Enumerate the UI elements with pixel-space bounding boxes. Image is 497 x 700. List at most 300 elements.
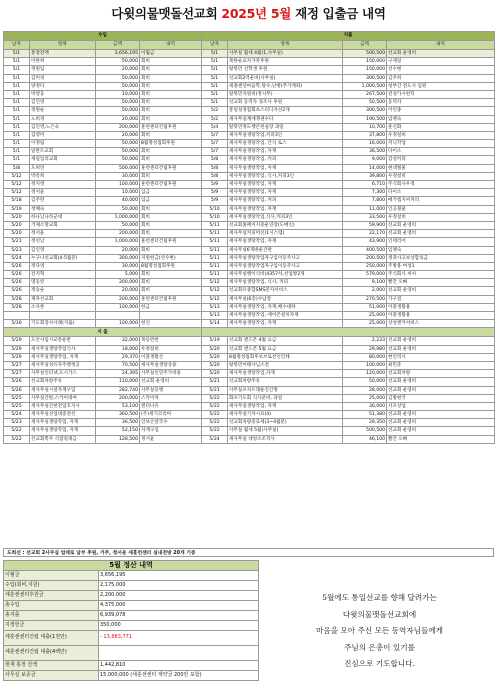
cell-n2: 이린종: [387, 107, 495, 115]
cell-a: 3,656,195: [96, 50, 140, 58]
table-row: [4, 181, 495, 189]
cell-d2: 5/1: [202, 82, 228, 90]
cell-n2: 저닉작업: [387, 140, 495, 148]
cell-i: 이정림: [30, 140, 96, 148]
cell-d: 5/12: [4, 172, 30, 180]
cell-i2: 세사무실생탕작업, 자재: [228, 238, 343, 246]
cell-n2: 빨간 오빠: [387, 435, 495, 443]
cell-i: 사무실인터넷,도시가스: [30, 370, 96, 378]
cell-n2: 상성센카서비스: [387, 320, 495, 328]
cell-d: 5/20: [4, 230, 30, 238]
table-row: [4, 140, 495, 148]
cell-d: 5/1: [4, 148, 30, 156]
cell-n: 회비: [140, 287, 202, 295]
cell-d2: 5/11: [202, 221, 228, 229]
cell-i: 세사무실생탕작업, 자재: [30, 427, 96, 435]
cell-n2: 김주희: [387, 74, 495, 82]
settlement-label: 수입(회비,지원): [4, 581, 99, 591]
cell-n: 회비: [140, 205, 202, 213]
cell-i: 정다영: [30, 262, 96, 270]
cell-n: 회비: [140, 107, 202, 115]
cell-n: 훈련센터건립후원: [140, 295, 202, 303]
cell-a: 100,000: [96, 303, 140, 311]
cell-i: 세사무실간판전업호지사: [30, 402, 96, 410]
cell-d2: 5/8: [202, 156, 228, 164]
sub-spacer: [202, 328, 495, 337]
cell-n: 헌신: [140, 320, 202, 328]
table-row: [4, 66, 495, 74]
cell-a2: 11,000: [343, 205, 387, 213]
col-item: 항목: [30, 41, 96, 50]
cell-i2: 세사무실생탕작업,식사,커피3인: [228, 213, 343, 221]
cell-d2: 5/12: [202, 295, 228, 303]
cell-d2: 5/12: [202, 279, 228, 287]
cell-n: 회비: [140, 99, 202, 107]
table-row: [4, 419, 495, 427]
cell-i: 양정다: [30, 82, 96, 90]
cell-a: 50,000: [96, 205, 140, 213]
cell-i2: 세사무실생탕작업, 간식 토스: [228, 140, 343, 148]
cell-i: 기도회장사사례(지출): [30, 320, 96, 328]
cell-d2: 5/1: [202, 50, 228, 58]
cell-i: 세사무실시설자재구입: [30, 386, 96, 394]
cell-i2: 세사무실생탕작업, 자재: [228, 148, 343, 156]
settlement-row: [4, 661, 259, 671]
cell-i: 전지혁: [30, 271, 96, 279]
cell-d: 5/26: [4, 287, 30, 295]
cell-i: 정서윤: [30, 230, 96, 238]
title-prefix: 다윗의물맷돌선교회: [111, 6, 218, 21]
cell-n: 회비: [140, 271, 202, 279]
col-amount: 금액: [96, 41, 140, 50]
cell-n: 회비: [140, 172, 202, 180]
cell-d2: 5/7: [202, 148, 228, 156]
settlement-label: 세훈센센터건립 대출(1천만): [4, 631, 99, 646]
cell-i2: 세사무실생탕작업, 자재: [228, 205, 343, 213]
cell-n: 회비: [140, 279, 202, 287]
message-line: 주님의 은총이 있기를: [344, 642, 415, 652]
cell-a2: 579,000: [343, 271, 387, 279]
cell-a: 40,000: [96, 197, 140, 205]
cell-i2: 세사무실행이식비(4357차,선업방2개: [228, 271, 343, 279]
col-date: 날자: [4, 41, 30, 50]
cell-n2: 최민준: [387, 361, 495, 369]
cell-a: 32,000: [96, 337, 140, 345]
cell-i2: 선교회홈페이지중운연장(도메인): [228, 221, 343, 229]
cell-i2: 세사무실생탕작업, 자재: [228, 181, 343, 189]
cell-a: 50,000: [96, 74, 140, 82]
cell-d2: 5/4: [202, 123, 228, 131]
cell-n: 입금: [140, 189, 202, 197]
cell-i2: 세사무실생탕작업자구입이동주사고: [228, 262, 343, 270]
cell-a2: 16,000: [343, 140, 387, 148]
cell-a2: 300,500: [343, 107, 387, 115]
cell-a: 10,000: [96, 90, 140, 98]
cell-d2: 5/21: [202, 378, 228, 386]
cell-a2: 51,380: [343, 411, 387, 419]
cell-n2: 청부간 전도사 입원: [387, 82, 495, 90]
cell-a2: 250,000: [343, 262, 387, 270]
cell-i: 통장잔액: [30, 50, 96, 58]
cell-a: 70,500: [96, 361, 140, 369]
cell-i: 세일업리교회: [30, 156, 96, 164]
cell-n: (주)세기코리아: [140, 411, 202, 419]
cell-d2: 5/20: [202, 345, 228, 353]
cell-d: 5/1: [4, 74, 30, 82]
table-row: [4, 370, 495, 378]
cell-d2: 5/11: [202, 262, 228, 270]
cell-i2: 선교회 앤드폰 4월 요금: [228, 337, 343, 345]
cell-n2: 정축사고보상합의금: [387, 254, 495, 262]
cell-i2: 선교회2억운비(사무실): [228, 74, 343, 82]
cell-n: 우정설비: [140, 345, 202, 353]
cell-d2: 5/14: [202, 320, 228, 328]
table-row: [4, 279, 495, 287]
table-row: [4, 205, 495, 213]
cell-d2: 5/7: [202, 131, 228, 139]
table-row: [4, 221, 495, 229]
table-row: [4, 50, 495, 58]
cell-a2: 6,710: [343, 181, 387, 189]
cell-a: 50,000: [96, 140, 140, 148]
cell-i2: 세사무실생탕작업, 식사,커피3인: [228, 172, 343, 180]
cell-a2: 500,500: [343, 427, 387, 435]
cell-a2: 2,233: [343, 337, 387, 345]
cell-n2: 동역자: [387, 99, 495, 107]
cell-a2: 100,000: [343, 361, 387, 369]
table-row: [4, 427, 495, 435]
cell-a2: 46,100: [343, 435, 387, 443]
table-row: [4, 99, 495, 107]
cell-a2: 14,000: [343, 164, 387, 172]
message-line: 5월에도 통일선교를 향해 달려가는: [322, 593, 437, 602]
cell-d: 5/24: [4, 411, 30, 419]
cell-n: 훈련센터건립후원: [140, 238, 202, 246]
cell-d: 5/24: [4, 254, 30, 262]
cell-i2: 탈북민 신학생 후원: [228, 66, 343, 74]
cell-n2: 전성가시헌티: [387, 90, 495, 98]
cell-i: 김영미: [30, 131, 96, 139]
cell-i2: 세사무실계에쟁권수다: [228, 115, 343, 123]
cell-i2: 선교회차량중료세(3~4월분): [228, 419, 343, 427]
col-amount: 금액: [343, 41, 387, 50]
cell-a2: 120,000: [343, 370, 387, 378]
settlement-label: 이월금: [4, 571, 99, 581]
cell-d2: 5/10: [202, 205, 228, 213]
cell-d2: 5/22: [202, 419, 228, 427]
cell-i2: 세사무실생탕작업자구입이동주사고: [228, 254, 343, 262]
cell-i2: 세사무실생탕작업, 커피: [228, 156, 343, 164]
income-header: 수입: [4, 32, 202, 41]
cell-d: 5/18: [4, 197, 30, 205]
table-row: [4, 320, 495, 328]
table-row: [4, 361, 495, 369]
cell-d2: 5/24: [202, 435, 228, 443]
settlement-label: 세훈센센터후원금: [4, 591, 99, 601]
cell-n2: 주식회사우정: [387, 181, 495, 189]
settlement-row: [4, 621, 259, 631]
settlement-value: 3,656,195: [99, 571, 259, 581]
cell-n: 회비: [140, 156, 202, 164]
col-item: 항목: [228, 41, 343, 50]
cell-d: 5/1: [4, 107, 30, 115]
cell-d: 5/28: [4, 303, 30, 311]
settlement-row: [4, 646, 259, 661]
table-row: [4, 295, 495, 303]
table-row: [4, 287, 495, 295]
cell-d: 5/1: [4, 66, 30, 74]
cell-d2: 5/13: [202, 312, 228, 320]
cell-d2: 5/19: [202, 337, 228, 345]
cell-n: 정서윤: [140, 435, 202, 443]
cell-d: 5/1: [4, 50, 30, 58]
cell-n2: 주방용 여성1: [387, 262, 495, 270]
cell-i: 김인영,노은숙: [30, 123, 96, 131]
cell-a: 53,100: [96, 402, 140, 410]
cell-n: 회비: [140, 74, 202, 82]
cell-a2: 22,170: [343, 230, 387, 238]
cell-a: 20,000: [96, 287, 140, 295]
settlement-row: [4, 601, 259, 611]
cell-n: 세사무실생탕상용: [140, 361, 202, 369]
cell-a: 50,000: [96, 82, 140, 90]
cell-d2: 5/12: [202, 287, 228, 295]
cell-d2: 5/7: [202, 140, 228, 148]
cell-d2: 5/1: [202, 58, 228, 66]
cell-n2: 메가엠지씨커피: [387, 197, 495, 205]
cell-i2: 세사무실 대청소조직사: [228, 435, 343, 443]
cell-i: 세사무실생탕작업, 자재: [30, 353, 96, 361]
cell-a: 1,000,000: [96, 213, 140, 221]
cell-i: 노희경: [30, 115, 96, 123]
cell-d2: 5/13: [202, 303, 228, 311]
cell-d: [4, 312, 30, 320]
cell-a2: 150,000: [343, 66, 387, 74]
cell-i2: 세사무실기자시료(4): [228, 411, 343, 419]
cell-n: 훈련센터건립후원: [140, 181, 202, 189]
cell-i: 세사무실생탕작업식사: [30, 345, 96, 353]
cell-a: 10,000: [96, 189, 140, 197]
cell-n: 인보손알국수: [140, 419, 202, 427]
cell-d2: 5/2: [202, 115, 228, 123]
cell-a: 300,000: [96, 254, 140, 262]
cell-d: 5/1: [4, 58, 30, 66]
cell-a: 50,000: [96, 148, 140, 156]
table-row: [4, 213, 495, 221]
cell-d: 5/27: [4, 361, 30, 369]
cell-a: 200,000: [96, 295, 140, 303]
cell-a: 20,000: [96, 115, 140, 123]
cell-n2: 선교회 운영비: [387, 221, 495, 229]
cell-a: 20,000: [96, 246, 140, 254]
cell-a: 100,000: [96, 320, 140, 328]
cell-i2: 세사무실커피머신(1시스템): [228, 230, 343, 238]
cell-a: 50,000: [96, 58, 140, 66]
table-row: [4, 197, 495, 205]
note-line: 도희선 : 선교회 2사무실 업데로 납부 후원, 거주, 청서운 세훈런센터 실내전방 20개 기증: [3, 548, 494, 557]
cell-i2: 선교회 앤드폰 5월 요금: [228, 345, 343, 353]
cell-d: 5/20: [4, 221, 30, 229]
cell-a2: 2,000: [343, 287, 387, 295]
cell-d2: 5/22: [202, 427, 228, 435]
cell-i: 박옥희: [30, 172, 96, 180]
cell-a: 500,000: [96, 164, 140, 172]
col-detail: 내역: [387, 41, 495, 50]
ledger-body-2: [4, 337, 495, 443]
cell-i2: 통일성경집회초스터디자선2개: [228, 107, 343, 115]
cell-i: 제파선교회: [30, 295, 96, 303]
cell-d: 5/12: [4, 181, 30, 189]
cell-n2: 이플생활용: [387, 303, 495, 311]
cell-d: 5/26: [4, 271, 30, 279]
settlement-table: [3, 560, 259, 681]
cell-i: 정서윤: [30, 189, 96, 197]
cell-a: 36,500: [96, 419, 140, 427]
cell-d2: 5/11: [202, 238, 228, 246]
settlement-value: 6,939,078: [99, 611, 259, 621]
cell-n2: 인테리어: [387, 238, 495, 246]
cell-a2: 51,000: [343, 303, 387, 311]
table-row: [4, 386, 495, 394]
cell-a2: 39,800: [343, 172, 387, 180]
cell-d: 5/1: [4, 99, 30, 107]
cell-a: 30,000: [96, 172, 140, 180]
cell-d2: 5/2: [202, 107, 228, 115]
cell-n2: 현인역사: [387, 353, 495, 361]
cell-i: 세사무실선업대중전선: [30, 411, 96, 419]
cell-i2: 세사무실생탕작업, 에어콘설치자재: [228, 312, 343, 320]
table-row: [4, 312, 495, 320]
cell-i2: 탈북민이태사님소전: [228, 361, 343, 369]
cell-i2: 세사무실생탕작업, 커피: [228, 197, 343, 205]
cell-a2: 9,000: [343, 156, 387, 164]
cell-i: 세사무실생탕작업, 자재: [30, 419, 96, 427]
report-title: [0, 0, 497, 28]
cell-n2: 선교회 운영비: [387, 427, 495, 435]
cell-d2: 5/1: [202, 74, 228, 82]
expense-header: 지출: [202, 32, 495, 41]
cell-n: 자재구입: [140, 427, 202, 435]
cell-n2: 서포상업: [387, 402, 495, 410]
cell-n2: 주식회사 씨씨: [387, 271, 495, 279]
table-row: [4, 254, 495, 262]
cell-i2: 세사무실생탕작업, 식사, 커피: [228, 279, 343, 287]
cell-d2: 5/11: [202, 254, 228, 262]
cell-i: 박영웅: [30, 90, 96, 98]
table-row: [4, 394, 495, 402]
settlement-value: - 13,883,771: [99, 631, 259, 646]
cell-d2: 5/1: [202, 90, 228, 98]
cell-i2: 세사무실생탕작업, 자재: [228, 402, 343, 410]
cell-i2: 8월명성집회후보브로전인인쇄: [228, 353, 343, 361]
cell-i2: 세사무실생탕작업, 자재,배수대하: [228, 303, 343, 311]
settlement-value: 2,175,000: [99, 581, 259, 591]
cell-i2: 탈북민정도행콘헌실장 과일: [228, 123, 343, 131]
cell-i: 정승순: [30, 287, 96, 295]
cell-n: 선교회 운영비: [140, 378, 202, 386]
cell-n: 회비: [140, 58, 202, 66]
settlement-value: 1,442,810: [99, 661, 259, 671]
table-row: [4, 345, 495, 353]
cell-d: 5/1: [4, 131, 30, 139]
cell-n2: 선교회 운영비: [387, 287, 495, 295]
cell-a: 52,150: [96, 427, 140, 435]
cell-i2: 사무실 월세 5월(사무실): [228, 427, 343, 435]
cell-n2: 선교회차량: [387, 370, 495, 378]
cell-d2: 5/9: [202, 197, 228, 205]
cell-n2: 다이소: [387, 189, 495, 197]
cell-d2: 5/11: [202, 271, 228, 279]
cell-i: 정선남: [30, 238, 96, 246]
cell-n2: 구제일: [387, 58, 495, 66]
cell-d: 5/1: [4, 82, 30, 90]
settlement-label: 총수입: [4, 601, 99, 611]
title-highlight: 2025년 5월: [221, 6, 292, 21]
table-row: [4, 402, 495, 410]
cell-a: 1,000,000: [96, 238, 140, 246]
cell-a2: 150,000: [343, 58, 387, 66]
cell-a2: 500,500: [343, 50, 387, 58]
cell-d2: 5/21: [202, 386, 228, 394]
cell-d2: 5/1: [202, 66, 228, 74]
cell-n: 훈련센터건립후원: [140, 164, 202, 172]
cell-n: 한금: [140, 303, 202, 311]
table-row: [4, 337, 495, 345]
cell-n2: 선수변: [387, 66, 495, 74]
cell-d: 5/1: [4, 123, 30, 131]
settlement-value: 2,200,000: [99, 591, 259, 601]
cell-a2: 270,500: [343, 295, 387, 303]
cell-i2: 화포기도회 식사준비, 과일: [228, 394, 343, 402]
sub-expense-header: 지 출: [4, 328, 202, 337]
cell-d: 5/25: [4, 402, 30, 410]
cell-i: 이한희: [30, 58, 96, 66]
cell-d: 5/29: [4, 345, 30, 353]
cell-a2: 37,800: [343, 131, 387, 139]
cell-a2: 50,500: [343, 99, 387, 107]
cell-n: 회비: [140, 115, 202, 123]
cell-i: 김인영: [30, 246, 96, 254]
cell-a2: 1,000,500: [343, 82, 387, 90]
cell-n2: 선교회 운영비: [387, 230, 495, 238]
table-row: [4, 148, 495, 156]
cell-d: 5/26: [4, 386, 30, 394]
cell-d2: 5/8: [202, 164, 228, 172]
cell-i2: 세사무실생탕작업, 자재: [228, 189, 343, 197]
cell-i: 도희연: [30, 164, 96, 172]
cell-n: 회비: [140, 90, 202, 98]
cell-n: 회비: [140, 66, 202, 74]
cell-i: 달반트교회: [30, 148, 96, 156]
table-row: [4, 189, 495, 197]
cell-a2: 50,000: [343, 378, 387, 386]
cell-a: 282,740: [96, 386, 140, 394]
cell-d: 5/12: [4, 189, 30, 197]
table-row: [4, 131, 495, 139]
settlement-row: [4, 671, 259, 681]
cell-d2: 5/22: [202, 402, 228, 410]
cell-n2: 이플생활용: [387, 312, 495, 320]
settlement-label: 지정헌금: [4, 621, 99, 631]
cell-a2: 36,500: [343, 148, 387, 156]
table-row: [4, 246, 495, 254]
cell-i: 정혜숙: [30, 205, 96, 213]
cell-n: 회비: [140, 213, 202, 221]
cell-i: 김인영: [30, 99, 96, 107]
cell-n2: 선교회 운영비: [387, 411, 495, 419]
cell-a: 200,000: [96, 230, 140, 238]
ledger-body: [4, 50, 495, 328]
